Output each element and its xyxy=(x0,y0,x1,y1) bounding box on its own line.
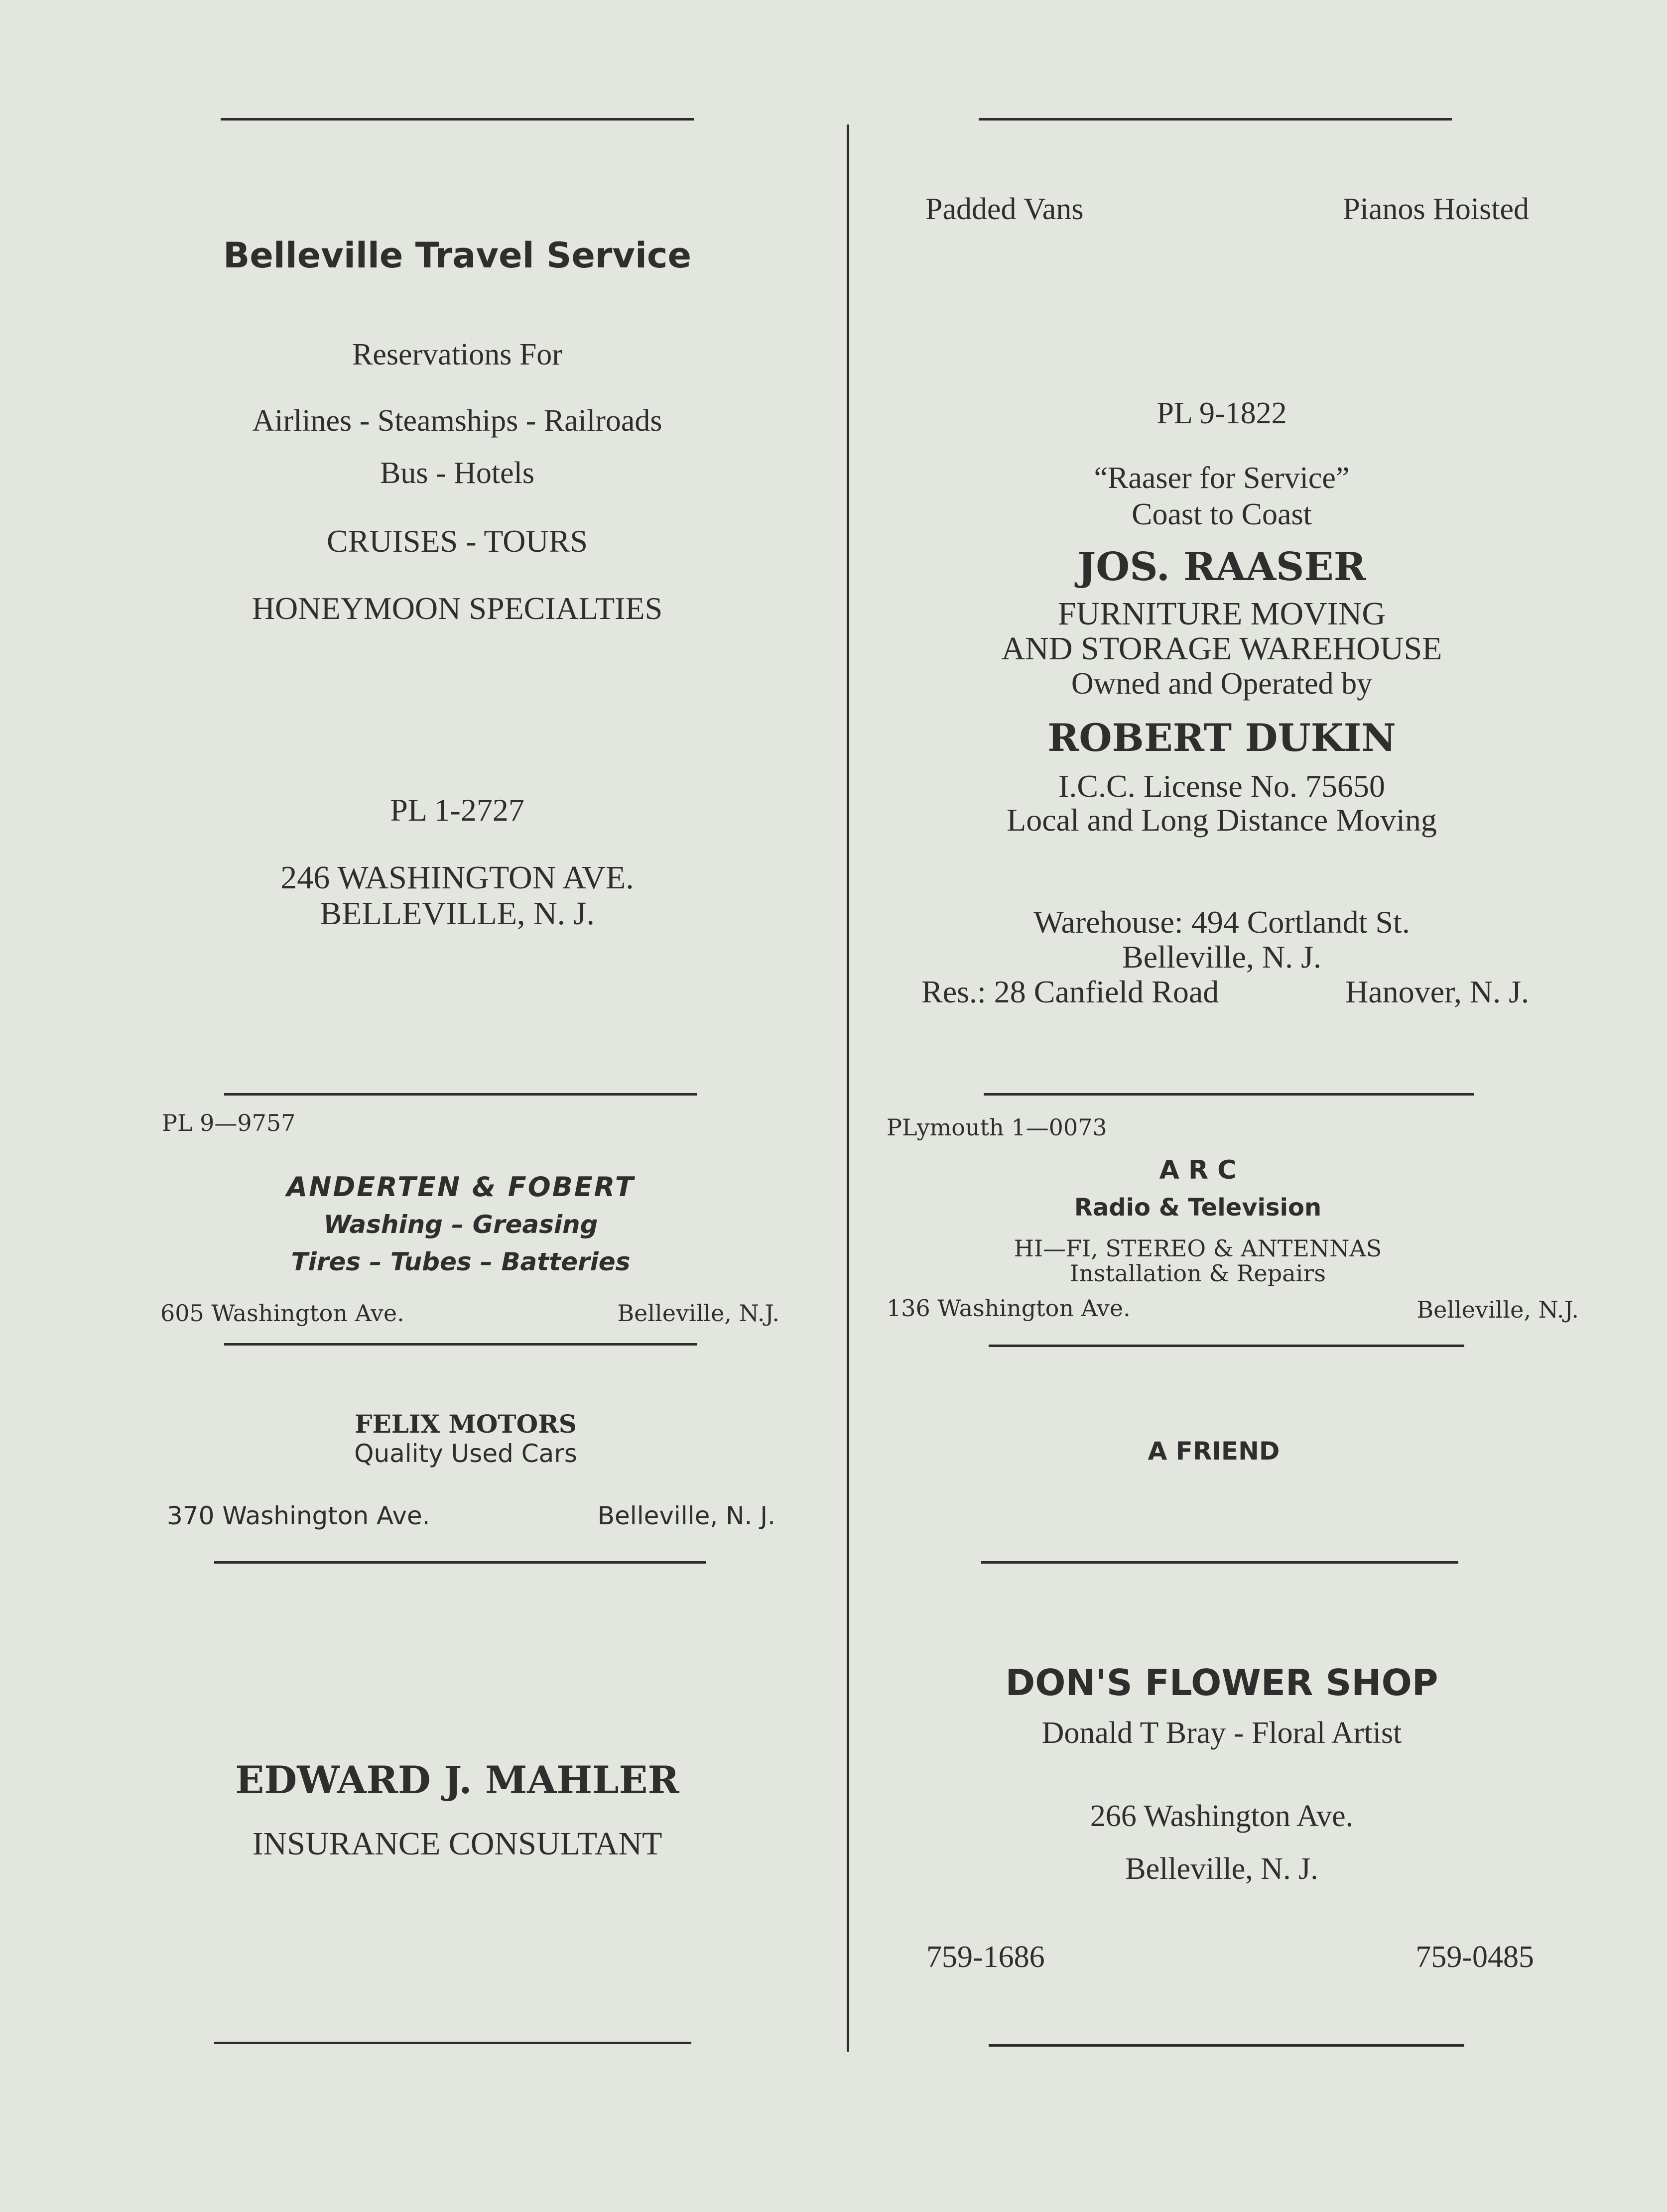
ad-city: Belleville, N. J. xyxy=(597,1501,775,1530)
ad-text: CRUISES - TOURS xyxy=(327,523,588,559)
ad-text: Padded Vans xyxy=(925,192,1084,226)
separator-rule xyxy=(224,1343,697,1346)
column-divider xyxy=(847,124,849,2052)
ad-text: Donald T Bray - Floral Artist xyxy=(1041,1716,1402,1750)
ad-address: 266 Washington Ave. xyxy=(1090,1799,1354,1833)
ad-city: Belleville, N.J. xyxy=(1416,1296,1579,1323)
ad-title: DON'S FLOWER SHOP xyxy=(1005,1662,1438,1704)
ad-text: HONEYMOON SPECIALTIES xyxy=(252,591,663,626)
ad-city: Belleville, N.J. xyxy=(617,1300,779,1327)
ad-text: Reservations For xyxy=(352,338,562,371)
ad-address: BELLEVILLE, N. J. xyxy=(320,895,595,932)
ad-text: Bus - Hotels xyxy=(380,456,534,490)
ad-address: 370 Washington Ave. xyxy=(167,1501,430,1530)
ad-text: “Raaser for Service” xyxy=(1094,461,1350,495)
separator-rule xyxy=(214,1561,706,1564)
ad-text: Radio & Television xyxy=(1074,1194,1322,1222)
separator-rule xyxy=(214,2042,691,2044)
ad-title: ANDERTEN & FOBERT xyxy=(286,1171,635,1203)
ad-title: A FRIEND xyxy=(1148,1437,1280,1466)
ad-phone: PLymouth 1—0073 xyxy=(887,1114,1107,1141)
ad-text: Installation & Repairs xyxy=(1070,1260,1326,1287)
separator-rule xyxy=(989,2044,1464,2047)
ad-address: Warehouse: 494 Cortlandt St. xyxy=(1033,904,1410,940)
ad-city: Hanover, N. J. xyxy=(1345,974,1529,1009)
ad-phone: PL 9—9757 xyxy=(162,1109,296,1136)
ad-address: 246 WASHINGTON AVE. xyxy=(280,860,634,896)
ad-address: 605 Washington Ave. xyxy=(160,1300,404,1327)
ad-address: 136 Washington Ave. xyxy=(887,1295,1131,1322)
ad-text: Coast to Coast xyxy=(1132,497,1312,531)
separator-rule xyxy=(221,118,694,121)
ad-phone: 759-0485 xyxy=(1415,1940,1534,1974)
ad-text: Owned and Operated by xyxy=(1071,667,1373,701)
ad-phone: PL 9-1822 xyxy=(1156,396,1287,430)
ad-title: JOS. RAASER xyxy=(1077,544,1366,590)
ad-text: Washing – Greasing xyxy=(323,1210,598,1239)
separator-rule xyxy=(989,1345,1464,1347)
ad-address: Res.: 28 Canfield Road xyxy=(921,974,1219,1009)
ad-title: FELIX MOTORS xyxy=(355,1409,577,1439)
ad-text: INSURANCE CONSULTANT xyxy=(252,1826,662,1862)
separator-rule xyxy=(224,1093,697,1096)
ad-text: Quality Used Cars xyxy=(354,1439,577,1468)
separator-rule xyxy=(979,118,1452,121)
ad-text: FURNITURE MOVING xyxy=(1057,596,1386,632)
ad-text: Airlines - Steamships - Railroads xyxy=(252,404,662,438)
ad-text: Pianos Hoisted xyxy=(1343,192,1529,226)
ad-title: A R C xyxy=(1159,1155,1237,1185)
ad-address: Belleville, N. J. xyxy=(1122,939,1321,975)
ad-text: I.C.C. License No. 75650 xyxy=(1058,768,1385,804)
ad-phone: 759-1686 xyxy=(926,1940,1045,1974)
ad-title: Belleville Travel Service xyxy=(223,235,692,276)
ad-phone: PL 1-2727 xyxy=(390,792,524,828)
ad-owner: ROBERT DUKIN xyxy=(1047,716,1396,760)
separator-rule xyxy=(984,1093,1474,1096)
ad-title: EDWARD J. MAHLER xyxy=(235,1758,679,1802)
ad-text: Tires – Tubes – Batteries xyxy=(291,1247,631,1276)
ad-address: Belleville, N. J. xyxy=(1125,1852,1318,1886)
ad-text: HI—FI, STEREO & ANTENNAS xyxy=(1014,1235,1382,1262)
ad-text: AND STORAGE WAREHOUSE xyxy=(1001,630,1442,667)
ad-text: Local and Long Distance Moving xyxy=(1007,802,1437,838)
separator-rule xyxy=(981,1561,1458,1564)
